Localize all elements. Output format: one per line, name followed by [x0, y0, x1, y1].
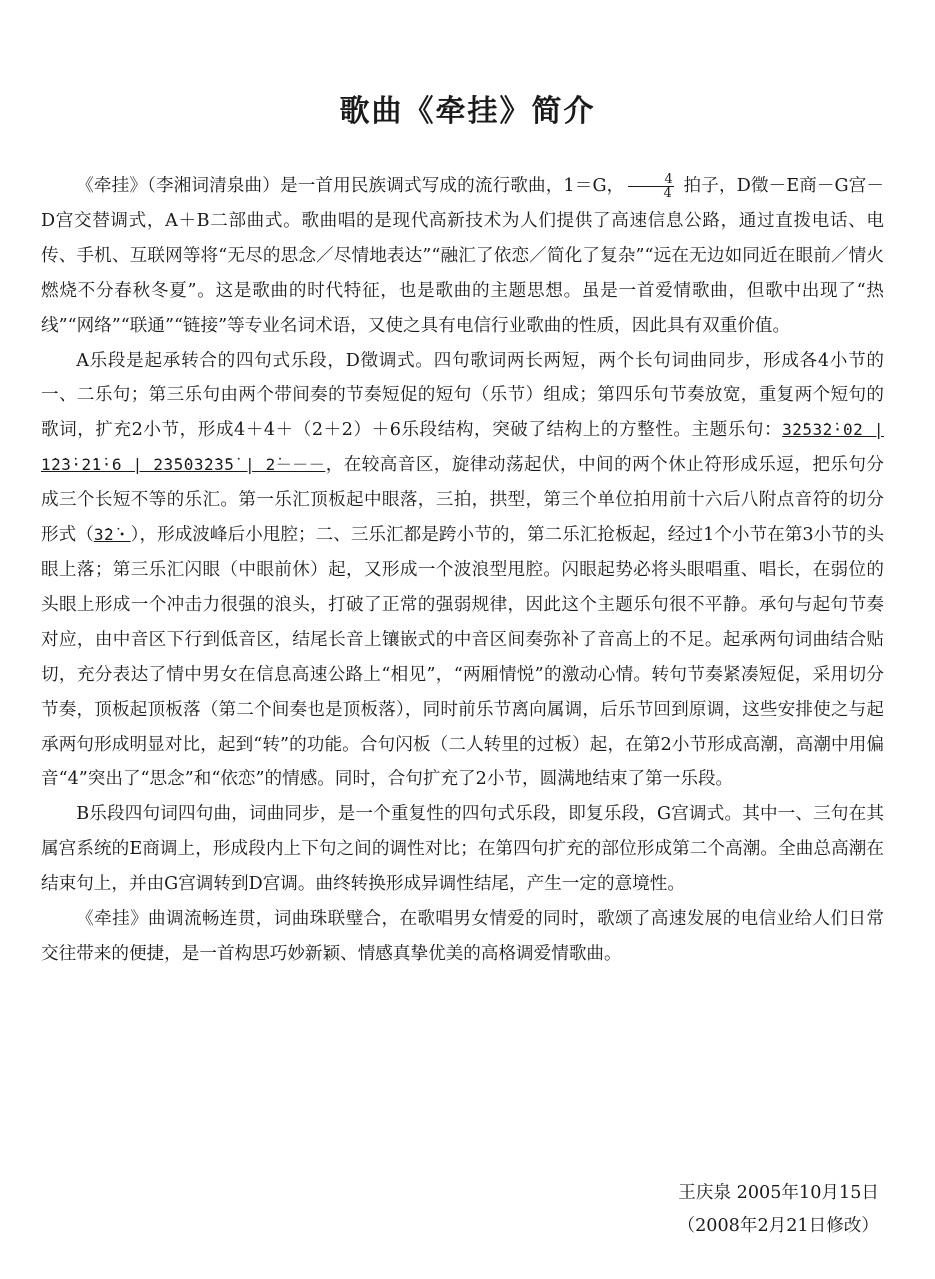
article-body	[41, 169, 884, 972]
page-title: 歌曲《牵挂》简介	[339, 94, 596, 129]
time-signature-denominator: 4	[663, 185, 672, 201]
paragraph-section-a	[41, 344, 884, 798]
author-date: 王庆泉 2005年10月15日	[678, 1183, 879, 1203]
section-a-text-3: ），形成波峰后小甩腔；二、三乐汇都是跨小节的，第二乐汇抢板起，经过1个小节在第3小节的头眼上落；第三乐汇闪眼（中眼前休）起，又形成一个波浪型甩腔。闪眼起势必将头眼唱重、唱长，在弱位的头眼上形成一个冲击力很强的浪头，打破了正常的强弱规律，因此这个主题乐句很不平静。承句与起句节奏对应，由中音区下行到低音区，结尾长音上镶嵌式的中音区间奏弥补了音高上的不足。起承两句词曲结合贴切，充分表达了情中男女在信息高速公路上“相见”，“两厢情悦”的激动心情。转句节奏紧凑短促，采用切分节奏，顶板起顶板落（第二个间奏也是顶板落），同时前乐节离向属调，后乐节回到原调，这些安排使之与起承两句形成明显对比，起到“转”的功能。合句闪板（二人转里的过板）起，在第2小节形成高潮，高潮中用偏音“4̇”突出了“思念”和“依恋”的情感。同时，合句扩充了2小节，圆满地结束了第一乐段。	[41, 525, 884, 790]
intro-rest-text: 拍子，D徵－E商－G宫－D宫交替调式，A＋B二部曲式。歌曲唱的是现代高新技术为人们提供了高速信息公路，通过直拨电话、电传、手机、互联网等将“无尽的思念／尽情地表达”“融汇了依恋／简化了复杂”“远在无边如同近在眼前／情火燃烧不分春秋冬夏”。这是歌曲的时代特征，也是歌曲的主题思想。虽是一首爱情歌曲，但歌中出现了“热线”“网络”“联通”“链接”等专业名词术语，又使之具有电信行业歌曲的性质，因此具有双重价值。	[41, 176, 884, 336]
section-a-text-1: A乐段是起承转合的四句式乐段，D徵调式。四句歌词两长两短，两个长句词曲同步，形成各4小节的一、二乐句；第三乐句由两个带间奏的节奏短促的短句（乐节）组成；第四乐句节奏放宽，重复两个短句的歌词，扩充2小节，形成4＋4＋（2＋2）＋6乐段结构，突破了结构上的方整性。主题乐句：	[41, 350, 884, 441]
time-signature	[628, 173, 673, 200]
section-a-text-2: ，在较高音区，旋律动荡起伏，中间的两个休止符形成乐逗，把乐句分成三个长短不等的乐汇。第一乐汇顶板起中眼落，三拍，拱型，第三个单位拍用前十六后八附点音符的切分形式（	[41, 455, 884, 546]
theme-phrase-notation: 3̇2̇53̇2̇·02 | 1̇2̇3̇·2̇1̇·6 | 2̇3̇5̇03̇2̇3̇5̇ | 2̇－－－	[41, 420, 885, 475]
paragraph-intro	[41, 169, 884, 344]
revision-date: （2008年2月21日修改）	[677, 1216, 879, 1236]
intro-lead-text: 《牵挂》（李湘词清泉曲）是一首用民族调式写成的流行歌曲，1＝G，	[76, 176, 625, 196]
time-signature-numerator: 4	[628, 173, 673, 187]
paragraph-section-b: B乐段四句词四句曲，词曲同步，是一个重复性的四句式乐段，即复乐段，G宫调式。其中一、三句在其属宫系统的E商调上，形成段内上下句之间的调性对比；在第四句扩充的部位形成第二个高潮。全曲总高潮在结束句上，并由G宫调转到D宫调。曲终转换形成异调性结尾，产生一定的意境性。	[41, 804, 884, 895]
syncope-notation: 3̇2̇・	[93, 525, 131, 545]
paragraph-conclusion: 《牵挂》曲调流畅连贯，词曲珠联璧合，在歌唱男女情爱的同时，歌颂了高速发展的电信业给人们日常交往带来的便捷，是一首构思巧妙新颖、情感真挚优美的高格调爱情歌曲。	[41, 909, 884, 964]
signature-block	[677, 1177, 879, 1243]
